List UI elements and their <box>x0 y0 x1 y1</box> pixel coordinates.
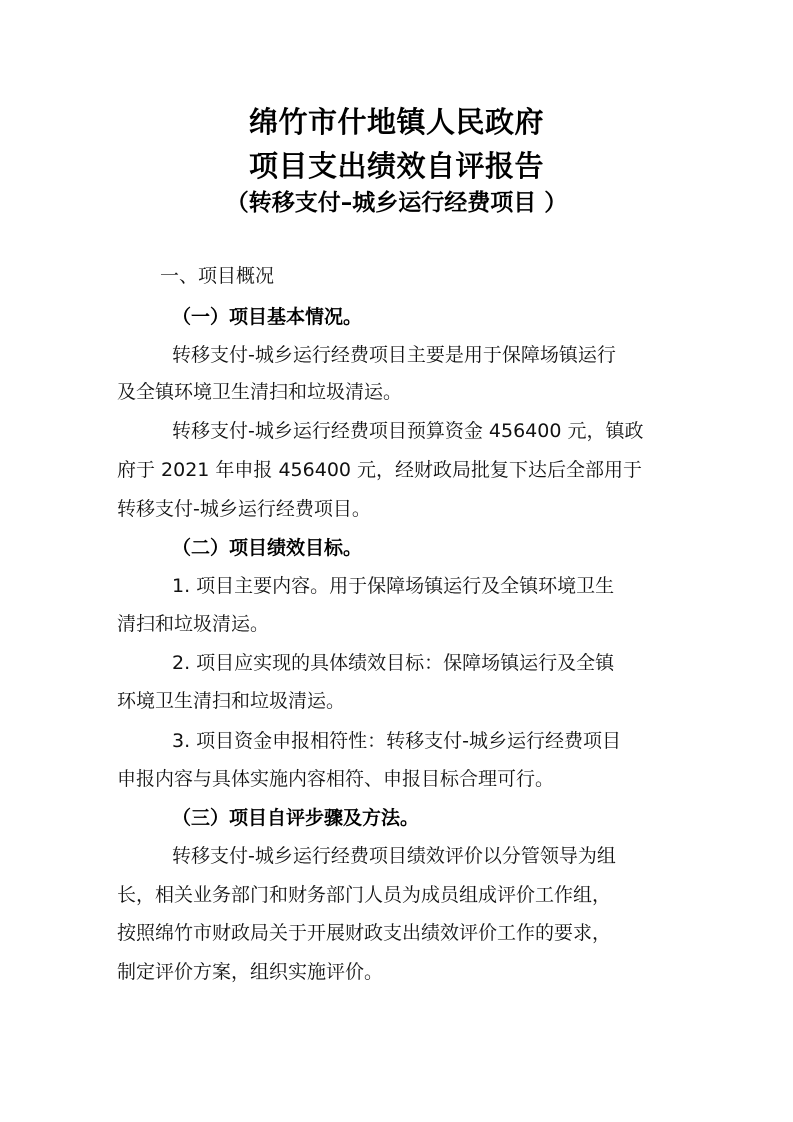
item-3-line-2: 申报内容与具体实施内容相符、申报目标合理可行。 <box>117 768 555 790</box>
paragraph-2-line-1: 转移支付-城乡运行经费项目预算资金 456400 元，镇政 <box>172 420 644 442</box>
paragraph-2-line-3: 转移支付-城乡运行经费项目。 <box>117 498 371 520</box>
paragraph-1-line-2: 及全镇环境卫生清扫和垃圾清运。 <box>117 381 403 403</box>
subsection-heading-2: （二）项目绩效目标。 <box>172 537 363 559</box>
section-heading-1: 一、项目概况 <box>160 265 275 287</box>
paragraph-3-line-2: 长，相关业务部门和财务部门人员为成员组成评价工作组， <box>117 884 612 906</box>
subsection-heading-1: （一）项目基本情况。 <box>172 306 363 328</box>
item-2-line-2: 环境卫生清扫和垃圾清运。 <box>117 690 346 712</box>
item-1-line-2: 清扫和垃圾清运。 <box>117 613 270 635</box>
title-line-2: 项目支出绩效自评报告 <box>248 149 544 183</box>
title-line-1: 绵竹市什地镇人民政府 <box>248 105 544 139</box>
paragraph-3-line-1: 转移支付-城乡运行经费项目绩效评价以分管领导为组 <box>172 845 616 867</box>
item-2-line-1: 2. 项目应实现的具体绩效目标：保障场镇运行及全镇 <box>172 652 615 674</box>
paragraph-3-line-4: 制定评价方案，组织实施评价。 <box>117 961 384 983</box>
paragraph-2-line-2: 府于 2021 年申报 456400 元，经财政局批复下达后全部用于 <box>117 459 643 481</box>
subsection-heading-3: （三）项目自评步骤及方法。 <box>172 807 420 829</box>
item-3-line-1: 3. 项目资金申报相符性：转移支付-城乡运行经费项目 <box>172 730 622 752</box>
paragraph-3-line-3: 按照绵竹市财政局关于开展财政支出绩效评价工作的要求， <box>117 922 612 944</box>
title-line-3: （转移支付–城乡运行经费项目 ） <box>225 189 568 216</box>
item-1-line-1: 1. 项目主要内容。用于保障场镇运行及全镇环境卫生 <box>172 575 615 597</box>
paragraph-1-line-1: 转移支付-城乡运行经费项目主要是用于保障场镇运行 <box>172 344 616 366</box>
